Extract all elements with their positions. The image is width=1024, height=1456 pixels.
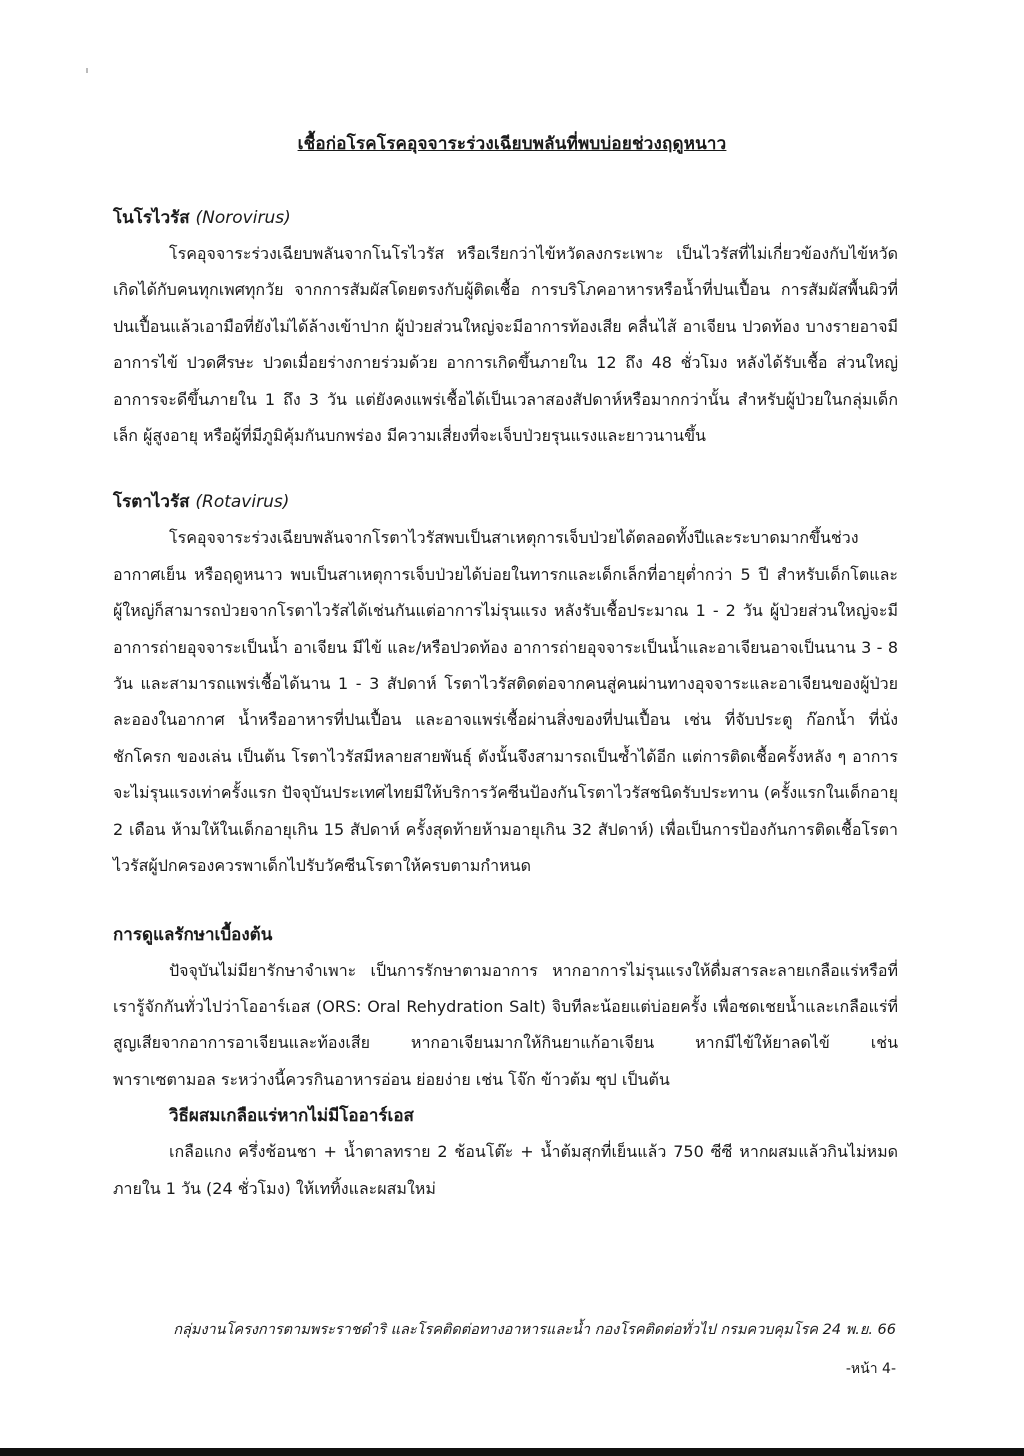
paragraph-ors-recipe: เกลือแกง ครึ่งช้อนชา + น้ำตาลทราย 2 ช้อนโต๊ะ + น้ำต้มสุกที่เย็นแล้ว 750 ซีซี หากผสมแล้วกินไม่หมดภายใน 1 วัน (24 ชั่วโมง) ให้เททิ้งและผสมใหม่ (113, 1142, 898, 1198)
section-heading-latin: (Rotavirus) (195, 492, 290, 513)
paragraph-norovirus: โรคอุจจาระร่วงเฉียบพลันจากโนโรไวรัส หรือเรียกว่าไข้หวัดลงกระเพาะ เป็นไวรัสที่ไม่เกี่ยวข้องกับไข้หวัด เกิดได้กับคนทุกเพศทุกวัย จากการสัมผัสโดยตรงกับผู้ติดเชื้อ การบริโภคอาหารหรือน้ำที่ปนเปื้อน การสัมผัสพื้นผิวที่ปนเปื้อนแล้วเอามือที่ยังไม่ได้ล้างเข้าปาก ผู้ป่วยส่วนใหญ่จะมีอาการท้องเสีย คลื่นไส้ อาเจียน ปวดท้อง บางรายอาจมีอาการไข้ ปวดศีรษะ ปวดเมื่อยร่างกายร่วมด้วย อาการเกิดขึ้นภายใน 12 ถึง 48 ชั่วโมง หลังได้รับเชื้อ ส่วนใหญ่อาการจะดีขึ้นภายใน 1 ถึง 3 วัน แต่ยังคงแพร่เชื้อได้เป็นเวลาสองสัปดาห์หรือมากกว่านั้น สำหรับผู้ป่วยในกลุ่มเด็กเล็ก ผู้สูงอายุ หรือผู้ที่มีภูมิคุ้มกันบกพร่อง มีความเสี่ยงที่จะเจ็บป่วยรุนแรงและยาวนานขึ้น (113, 244, 898, 446)
section-heading-text: โรตาไวรัส (113, 492, 190, 513)
paragraph-rotavirus: โรคอุจจาระร่วงเฉียบพลันจากโรตาไวรัสพบเป็นสาเหตุการเจ็บป่วยได้ตลอดทั้งปีและระบาดมากขึ้นช่วงอากาศเย็น หรือฤดูหนาว พบเป็นสาเหตุการเจ็บป่วยได้บ่อยในทารกและเด็กเล็กที่อายุต่ำกว่า 5 ปี สำหรับเด็กโตและผู้ใหญ่ก็สามารถป่วยจากโรตาไวรัสได้เช่นกันแต่อาการไม่รุนแรง หลังรับเชื้อประมาณ 1 - 2 วัน ผู้ป่วยส่วนใหญ่จะมีอาการถ่ายอุจจาระเป็นน้ำ อาเจียน มีไข้ และ/หรือปวดท้อง อาการถ่ายอุจจาระเป็นน้ำและอาเจียนอาจเป็นนาน 3 - 8 วัน และสามารถแพร่เชื้อได้นาน 1 - 3 สัปดาห์ โรตาไวรัสติดต่อจากคนสู่คนผ่านทางอุจจาระและอาเจียนของผู้ป่วย ละอองในอากาศ น้ำหรืออาหารที่ปนเปื้อน และอาจแพร่เชื้อผ่านสิ่งของที่ปนเปื้อน เช่น ที่จับประตู ก๊อกน้ำ ที่นั่งชักโครก ของเล่น เป็นต้น โรตาไวรัสมีหลายสายพันธุ์ ดังนั้นจึงสามารถเป็นซ้ำได้อีก แต่การติดเชื้อครั้งหลัง ๆ อาการจะไม่รุนแรงเท่าครั้งแรก ปัจจุบันประเทศไทยมีให้บริการวัคซีนป้องกันโรตาไวรัสชนิดรับประทาน (ครั้งแรกในเด็กอายุ 2 เดือน ห้ามให้ในเด็กอายุเกิน 15 สัปดาห์ ครั้งสุดท้ายห้ามอายุเกิน 32 สัปดาห์) เพื่อเป็นการป้องกันการติดเชื้อโรตาไวรัสผู้ปกครองควรพาเด็กไปรับวัคซีนโรตาให้ครบตามกำหนด (113, 528, 899, 876)
subheading-ors-recipe: วิธีผสมเกลือแร่หากไม่มีโออาร์เอส (169, 1106, 414, 1127)
scan-bottom-border (0, 1448, 1024, 1456)
document-body (113, 200, 898, 1207)
section-heading-text: โนโรไวรัส (113, 208, 190, 228)
spacer (113, 885, 898, 917)
paragraph-treatment: ปัจจุบันไม่มียารักษาจำเพาะ เป็นการรักษาตามอาการ หากอาการไม่รุนแรงให้ดื่มสารละลายเกลือแร่หรือที่เรารู้จักกันทั่วไปว่าโออาร์เอส (ORS: Oral Rehydration Salt) จิบทีละน้อยแต่บ่อยครั้ง เพื่อชดเชยน้ำและเกลือแร่ที่สูญเสียจากอาการอาเจียนและท้องเสีย หากอาเจียนมากให้กินยาแก้อาเจียน หากมีไข้ให้ยาลดไข้ เช่น พาราเซตามอล ระหว่างนี้ควรกินอาหารอ่อน ย่อยง่าย เช่น โจ๊ก ข้าวต้ม ซุป เป็นต้น (113, 960, 898, 1089)
document-title: เชื้อก่อโรคโรคอุจจาระร่วงเฉียบพลันที่พบบ่อยช่วงฤดูหนาว (297, 134, 727, 154)
document-footer: กลุ่มงานโครงการตามพระราชดำริ และโรคติดต่อทางอาหารและน้ำ กองโรคติดต่อทั่วไป กรมควบคุมโรค 24 พ.ย. 66 (173, 1322, 896, 1338)
section-heading-rotavirus (113, 484, 898, 520)
page-number: -หน้า 4- (845, 1361, 896, 1377)
scan-speck (86, 68, 88, 73)
section-heading-treatment: การดูแลรักษาเบื้องต้น (113, 924, 273, 945)
spacer (113, 454, 898, 484)
section-heading-norovirus (113, 200, 898, 236)
section-heading-latin: (Norovirus) (195, 208, 291, 228)
